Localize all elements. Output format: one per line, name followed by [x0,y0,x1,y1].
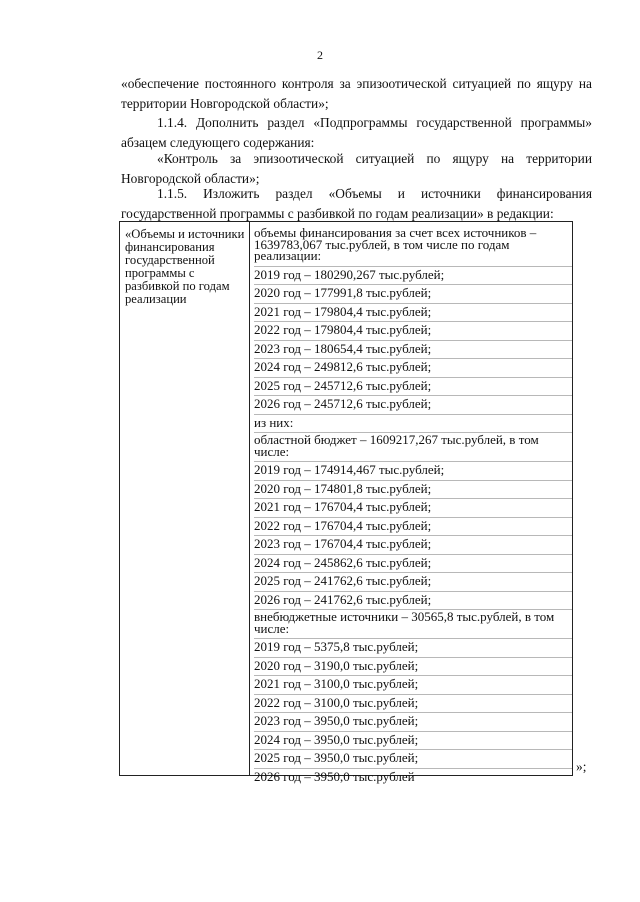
financing-row-total-2019: 2019 год – 180290,267 тыс.рублей; [254,267,572,286]
financing-row-extrabudgetary: внебюджетные источники – 30565,8 тыс.рублей, в том числе: [254,610,572,639]
financing-row-regional-2023: 2023 год – 176704,4 тыс.рублей; [254,536,572,555]
page-number: 2 [317,48,323,62]
financing-row-extrabudgetary-2025: 2025 год – 3950,0 тыс.рублей; [254,750,572,769]
financing-row-regional-2025: 2025 год – 241762,6 тыс.рублей; [254,573,572,592]
financing-row-total-2023: 2023 год – 180654,4 тыс.рублей; [254,341,572,360]
financing-row-extrabudgetary-2026: 2026 год – 3950,0 тыс.рублей [254,768,415,784]
quoted-paragraph-objective: «обеспечение постоянного контроля за эпизоотической ситуацией по ящуру на территории Новгородской области»; [121,76,592,111]
financing-row-total-2024: 2024 год – 249812,6 тыс.рублей; [254,359,572,378]
financing-row-extrabudgetary-2024: 2024 год – 3950,0 тыс.рублей; [254,732,572,751]
financing-row-regional-2019: 2019 год – 174914,467 тыс.рублей; [254,462,572,481]
financing-table [119,221,573,784]
financing-row-regional-2020: 2020 год – 174801,8 тыс.рублей; [254,481,572,500]
table-section-title: «Объемы и источники финансирования государственной программы с разбивкой по годам реализации [125,227,245,306]
financing-row-total-2025: 2025 год – 245712,6 тыс.рублей; [254,378,572,397]
financing-row-total-2021: 2021 год – 179804,4 тыс.рублей; [254,304,572,323]
quoted-paragraph-subprogram: «Контроль за эпизоотической ситуацией по ящуру на территории Новгородской области»; [121,151,592,186]
financing-row-total-2026: 2026 год – 245712,6 тыс.рублей; [254,396,572,415]
financing-row-regional-2026: 2026 год – 241762,6 тыс.рублей; [254,592,572,611]
financing-row-extrabudgetary-2023: 2023 год – 3950,0 тыс.рублей; [254,713,572,732]
financing-row-of-which: из них: [254,415,572,434]
paragraph-1-1-5: 1.1.5. Изложить раздел «Объемы и источники финансирования государственной программы с разбивкой по годам реализации» в редакции: [121,186,592,221]
financing-row-extrabudgetary-2022: 2022 год – 3100,0 тыс.рублей; [254,695,572,714]
financing-row-regional-2022: 2022 год – 176704,4 тыс.рублей; [254,518,572,537]
financing-row-extrabudgetary-2019: 2019 год – 5375,8 тыс.рублей; [254,639,572,658]
financing-row-regional-2021: 2021 год – 176704,4 тыс.рублей; [254,499,572,518]
financing-row-regional-2024: 2024 год – 245862,6 тыс.рублей; [254,555,572,574]
financing-row-extrabudgetary-2021: 2021 год – 3100,0 тыс.рублей; [254,676,572,695]
table-column-divider [249,222,250,775]
paragraph-1-1-4: 1.1.4. Дополнить раздел «Подпрограммы государственной программы» абзацем следующего содержания: [121,115,592,150]
financing-row-total: объемы финансирования за счет всех источников – 1639783,067 тыс.рублей, в том числе по годам реализации: [254,226,572,267]
financing-row-regional-budget: областной бюджет – 1609217,267 тыс.рублей, в том числе: [254,433,572,462]
table-closing-quote: »; [576,759,587,774]
financing-row-total-2022: 2022 год – 179804,4 тыс.рублей; [254,322,572,341]
financing-row-extrabudgetary-2020: 2020 год – 3190,0 тыс.рублей; [254,658,572,677]
financing-row-total-2020: 2020 год – 177991,8 тыс.рублей; [254,285,572,304]
table-financing-values [254,226,572,786]
